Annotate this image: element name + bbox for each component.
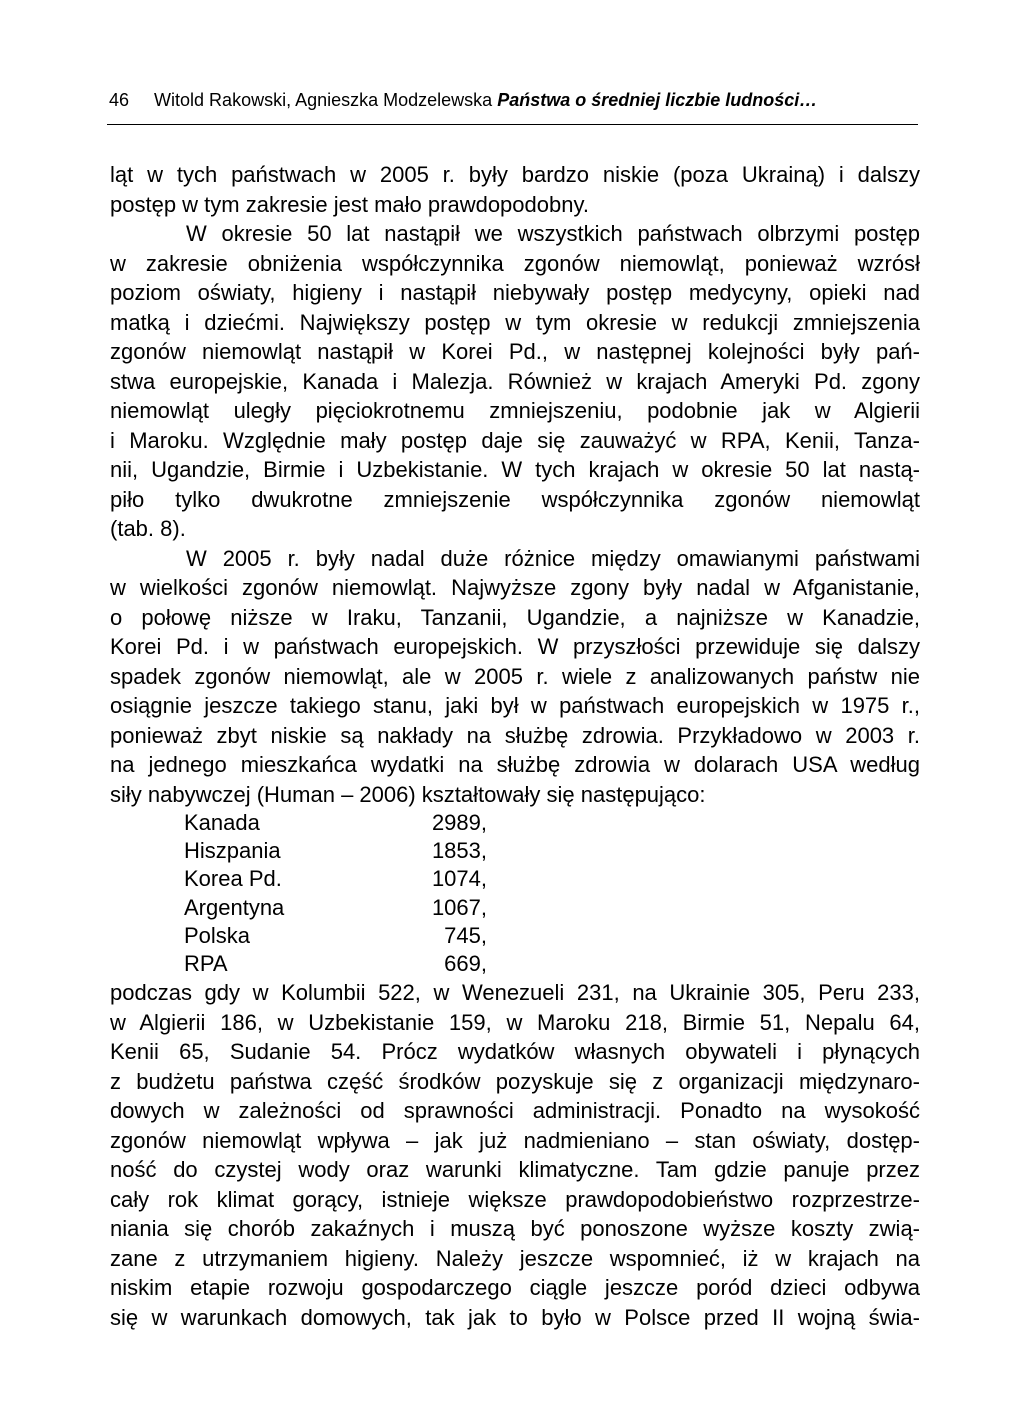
header-divider — [107, 124, 918, 125]
text-line: w Algierii 186, w Uzbekistanie 159, w Maroku 218, Birmie 51, Nepalu 64, — [110, 1009, 920, 1035]
text-line: poziom oświaty, higieny i nastąpił niebywały postęp medycyny, opieki nad — [110, 280, 920, 305]
text-line: osiągnie jeszcze takiego stanu, jaki był w państwach europejskich w 1975 r., — [110, 693, 920, 718]
list-amount: 1853, — [431, 838, 487, 864]
paragraph-3 — [110, 544, 920, 810]
text-line: W 2005 r. były nadal duże różnice między omawianymi państwami — [186, 545, 920, 571]
text-line: zane z utrzymaniem higieny. Należy jeszcze wspomnieć, iż w krajach na — [110, 1245, 920, 1271]
text-line: siły nabywczej (Human – 2006) kształtowały się następująco: — [110, 781, 706, 807]
text-line: się w warunkach domowych, tak jak to było w Polsce przed II wojną świa- — [110, 1304, 920, 1330]
text-line: zgonów niemowląt nastąpił w Korei Pd., w następnej kolejności były pań- — [110, 339, 920, 364]
page-number: 46 — [109, 90, 130, 110]
text-line: w zakresie obniżenia współczynnika zgonów niemowląt, ponieważ wzrósł — [110, 250, 920, 276]
text-line: matką i dziećmi. Największy postęp w tym okresie w redukcji zmniejszenia — [110, 309, 920, 335]
list-item — [110, 950, 920, 978]
header-title: Państwa o średniej liczbie ludności… — [497, 90, 818, 110]
list-amount: 1067, — [431, 894, 487, 920]
text-line: i Maroku. Względnie mały postęp daje się zauważyć w RPA, Kenii, Tanza- — [110, 427, 920, 453]
text-line: z budżetu państwa część środków pozyskuje się z organizacji międzynaro- — [110, 1068, 920, 1094]
text-line: na jednego mieszkańca wydatki na służbę zdrowia w dolarach USA według — [110, 752, 920, 777]
list-country: Kanada — [184, 810, 260, 835]
text-line: niemowląt uległy pięciokrotnemu zmniejszeniu, podobnie jak w Algierii — [110, 398, 920, 423]
list-item — [110, 809, 920, 837]
health-spending-list — [110, 809, 920, 978]
text-line: postęp w tym zakresie jest mało prawdopodobny. — [110, 191, 589, 217]
list-amount: 1074, — [431, 866, 487, 892]
list-item — [110, 837, 920, 865]
paragraph-2 — [110, 219, 920, 544]
text-line: niania się chorób zakaźnych i muszą być ponoszone wyższe koszty zwią- — [110, 1216, 920, 1242]
list-amount: 745, — [444, 922, 487, 948]
text-line: nii, Ugandzie, Birmie i Uzbekistanie. W tych krajach w okresie 50 lat nastą- — [110, 457, 920, 482]
text-line: zgonów niemowląt wpływa – jak już nadmieniano – stan oświaty, dostęp- — [110, 1127, 920, 1153]
text-line: niskim etapie rozwoju gospodarczego ciągle jeszcze poród dzieci odbywa — [110, 1275, 920, 1301]
list-country: Hiszpania — [184, 838, 281, 864]
text-line: o połowę niższe w Iraku, Tanzanii, Ugandzie, a najniższe w Kanadzie, — [110, 604, 920, 630]
body-text — [110, 160, 920, 1332]
list-item — [110, 922, 920, 950]
text-line: podczas gdy w Kolumbii 522, w Wenezueli 231, na Ukrainie 305, Peru 233, — [110, 980, 920, 1006]
text-line: dowych w zależności od sprawności administracji. Ponadto na wysokość — [110, 1098, 920, 1124]
header-authors: Witold Rakowski, Agnieszka Modzelewska — [154, 90, 493, 110]
text-line: ląt w tych państwach w 2005 r. były bardzo niskie (poza Ukrainą) i dalszy — [110, 162, 920, 187]
text-line: piło tylko dwukrotne zmniejszenie współczynnika zgonów niemowląt — [110, 486, 920, 512]
text-line: (tab. 8). — [110, 516, 186, 541]
paragraph-4 — [110, 978, 920, 1332]
list-country: Korea Pd. — [184, 866, 282, 892]
text-line: W okresie 50 lat nastąpił we wszystkich państwach olbrzymi postęp — [186, 221, 920, 246]
list-amount: 2989, — [431, 810, 487, 835]
list-item — [110, 865, 920, 893]
text-line: w wielkości zgonów niemowląt. Najwyższe zgony były nadal w Afganistanie, — [110, 575, 920, 600]
list-country: Argentyna — [184, 894, 285, 920]
text-line: ponieważ zbyt niskie są nakłady na służbę zdrowia. Przykładowo w 2003 r. — [110, 722, 920, 748]
list-country: RPA — [184, 950, 228, 976]
text-line: Kenii 65, Sudanie 54. Prócz wydatków własnych obywateli i płynących — [110, 1039, 920, 1065]
text-line: Korei Pd. i w państwach europejskich. W przyszłości przewiduje się dalszy — [110, 634, 920, 659]
paragraph-1 — [110, 160, 920, 219]
list-country: Polska — [184, 922, 251, 948]
text-line: cały rok klimat gorący, istnieje większe prawdopodobieństwo rozprzestrze- — [110, 1186, 920, 1212]
text-line: stwa europejskie, Kanada i Malezja. Również w krajach Ameryki Pd. zgony — [110, 368, 920, 394]
list-amount: 669, — [444, 950, 487, 976]
text-line: ność do czystej wody oraz warunki klimatyczne. Tam gdzie panuje przez — [110, 1157, 920, 1183]
text-line: spadek zgonów niemowląt, ale w 2005 r. wiele z analizowanych państw nie — [110, 663, 920, 689]
running-header — [109, 88, 918, 112]
list-item — [110, 894, 920, 922]
